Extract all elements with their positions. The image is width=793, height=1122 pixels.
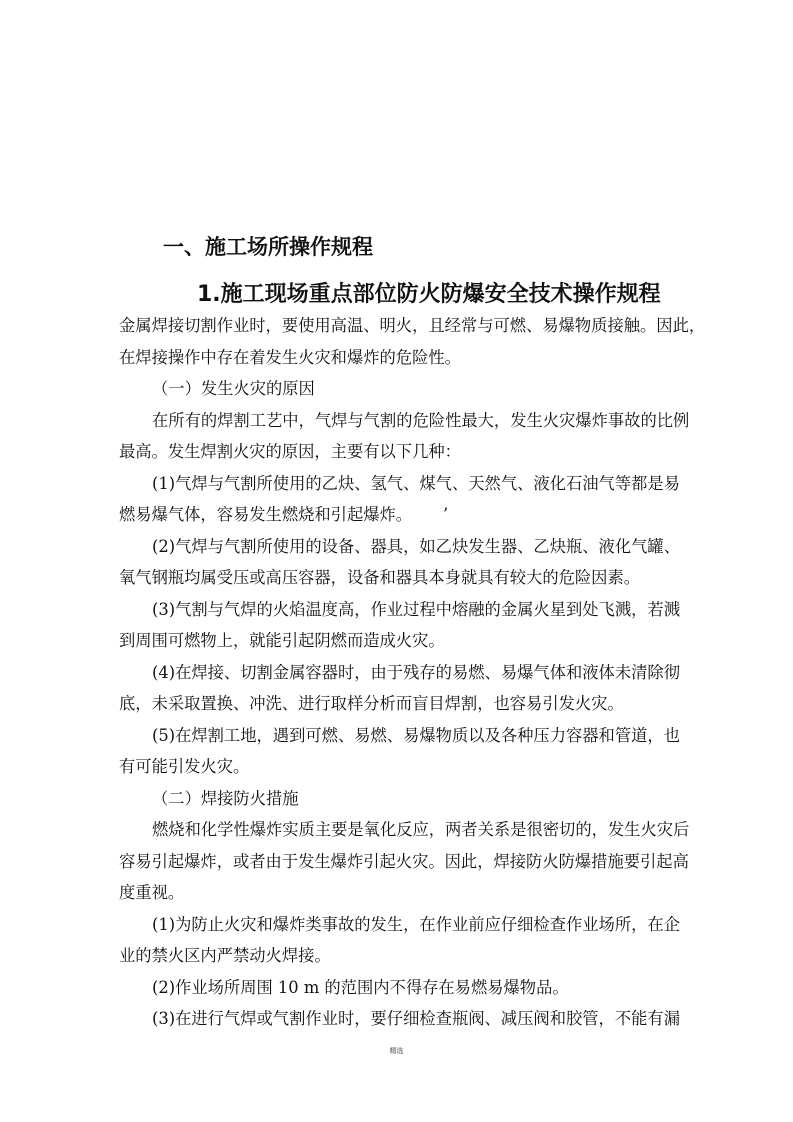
text-line — [152, 783, 680, 814]
text-line-content: (1)气焊与气割所使用的乙炔、氢气、煤气、天然气、液化石油气等都是易 — [152, 473, 680, 493]
text-line-content: 度重视。 — [119, 883, 185, 902]
text-line-content: 有可能引发火灾。 — [119, 757, 250, 776]
text-line-content: （一）发生火灾的原因 — [152, 379, 315, 398]
text-line-content: （二）焊接防火措施 — [152, 788, 299, 808]
text-line-content: (4)在焊接、切割金属容器时，由于残存的易燃、易爆气体和液体未清除彻 — [152, 662, 680, 682]
text-line — [152, 972, 680, 1003]
text-line-content: (3)在进行气焊或气割作业时，要仔细检查瓶阀、减压阀和胶管，不能有漏 — [152, 1009, 680, 1028]
text-line — [152, 468, 680, 499]
page-footer: 精选 — [389, 1047, 404, 1055]
text-line — [119, 625, 680, 656]
text-line-content: (1)为防止火灾和爆炸类事故的发生，在作业前应仔细检查作业场所，在企 — [152, 914, 680, 934]
text-line-content: 容易引起爆炸，或者由于发生爆炸引起火灾。因此，焊接防火防爆措施要引起高 — [119, 851, 689, 871]
text-line-content: 最高。发生焊割火灾的原因，主要有以下几种： — [119, 442, 461, 461]
text-line-content: 燃烧和化学性爆炸实质主要是氧化反应，两者关系是很密切的，发生火灾后 — [152, 820, 690, 839]
text-line-content: (5)在焊割工地，遇到可燃、易燃、易爆物质以及各种压力容器和管道，也 — [152, 725, 680, 745]
text-line-content: 金属焊接切割作业时，要使用高温、明火，且经常与可燃、易爆物质接触。因此， — [119, 316, 706, 335]
text-line — [119, 846, 689, 877]
text-line — [152, 909, 680, 940]
text-line — [152, 1003, 680, 1034]
text-line — [152, 720, 680, 751]
text-line-content: (3)气割与气焊的火焰温度高，作业过程中熔融的金属火星到处飞溅，若溅 — [152, 599, 680, 619]
text-line — [152, 405, 690, 436]
text-line — [119, 342, 680, 373]
text-line — [152, 373, 680, 404]
text-line — [119, 310, 706, 341]
text-line — [119, 688, 680, 719]
text-line — [119, 499, 680, 530]
text-line — [152, 814, 690, 845]
text-line — [152, 531, 680, 562]
text-line-content: 在焊接操作中存在着发生火灾和爆炸的危险性。 — [119, 347, 461, 367]
text-line — [119, 877, 680, 908]
document-title: 1.施工现场重点部位防火防爆安全技术操作规程 — [197, 282, 661, 307]
text-line-content: (2)作业场所周围 10 m 的范围内不得存在易燃易爆物品。 — [152, 977, 569, 997]
text-line-content: 燃易爆气体，容易发生燃烧和引起爆炸。 — [119, 505, 413, 524]
text-line — [152, 594, 680, 625]
text-line — [119, 436, 680, 467]
text-line-content: 在所有的焊割工艺中，气焊与气割的危险性最大，发生火灾爆炸事故的比例 — [152, 410, 690, 430]
text-line — [119, 751, 680, 782]
text-line — [119, 562, 680, 593]
section-heading: 一、施工场所操作规程 — [163, 235, 373, 259]
text-line — [152, 657, 680, 688]
text-line-content: 业的禁火区内严禁动火焊接。 — [119, 946, 331, 965]
text-line-content: (2)气焊与气割所使用的设备、器具，如乙炔发生器、乙炔瓶、液化气罐、 — [152, 536, 680, 556]
text-line-content: 底，未采取置换、冲洗、进行取样分析而盲目焊割，也容易引发火灾。 — [119, 694, 624, 713]
stray-mark: ’ — [443, 505, 449, 524]
text-line-content: 到周围可燃物上，就能引起阴燃而造成火灾。 — [119, 631, 445, 650]
text-line-content: 氧气钢瓶均属受压或高压容器，设备和器具本身就具有较大的危险因素。 — [119, 568, 641, 587]
text-line — [119, 940, 680, 971]
